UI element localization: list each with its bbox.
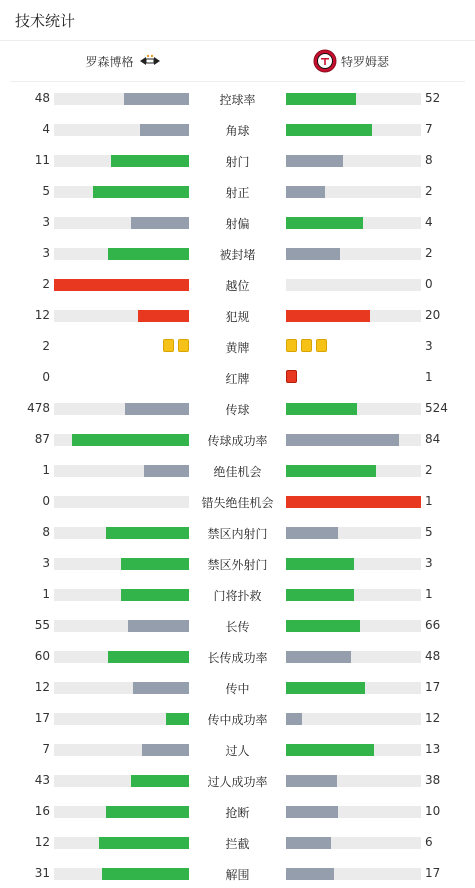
stat-row xyxy=(0,610,475,641)
home-bar-track xyxy=(54,124,189,136)
home-bar-track xyxy=(54,155,189,167)
away-bar-track xyxy=(286,124,421,136)
away-value: 5 xyxy=(425,525,433,539)
red-card-icon xyxy=(286,370,297,383)
stat-row xyxy=(0,486,475,517)
stat-label: 门将扑救 xyxy=(213,589,262,603)
stat-row xyxy=(0,455,475,486)
stat-label: 射正 xyxy=(225,186,250,200)
home-bar-fill xyxy=(111,155,189,167)
home-value: 1 xyxy=(42,587,50,601)
home-value: 17 xyxy=(34,711,50,725)
home-value: 31 xyxy=(34,866,50,880)
away-value: 1 xyxy=(425,587,433,601)
away-bar-fill xyxy=(286,434,399,446)
home-value: 3 xyxy=(42,556,50,570)
stat-row xyxy=(0,517,475,548)
away-bar-track xyxy=(286,651,421,663)
home-bar-fill xyxy=(138,310,189,322)
away-bar-fill xyxy=(286,620,360,632)
away-value: 13 xyxy=(425,742,441,756)
away-bar-track xyxy=(286,248,421,260)
stat-label: 越位 xyxy=(225,279,250,293)
away-value: 6 xyxy=(425,835,433,849)
stat-label: 传球成功率 xyxy=(207,434,268,448)
away-bar-fill xyxy=(286,217,363,229)
page-title: 技术统计 xyxy=(15,11,76,30)
home-value: 2 xyxy=(42,339,50,353)
away-bar-track xyxy=(286,465,421,477)
away-bar-track xyxy=(286,713,421,725)
stat-row xyxy=(0,269,475,300)
home-value: 12 xyxy=(34,835,50,849)
home-bar-track xyxy=(54,279,189,291)
home-value: 43 xyxy=(34,773,50,787)
home-bar-fill xyxy=(121,589,189,601)
yellow-card-icon xyxy=(178,339,189,352)
stat-label: 过人成功率 xyxy=(207,775,268,789)
home-bar-fill xyxy=(131,217,189,229)
away-bar-fill xyxy=(286,806,338,818)
home-team-logo-icon xyxy=(138,53,162,69)
home-yellow-cards xyxy=(163,339,189,352)
stat-label: 犯规 xyxy=(225,310,250,324)
stat-row xyxy=(0,331,475,362)
stat-row xyxy=(0,734,475,765)
away-bar-fill xyxy=(286,713,302,725)
stat-row xyxy=(0,827,475,858)
home-bar-track xyxy=(54,744,189,756)
home-bar-track xyxy=(54,217,189,229)
away-bar-fill xyxy=(286,682,365,694)
away-bar-fill xyxy=(286,248,340,260)
stat-label: 黄牌 xyxy=(225,341,250,355)
home-bar-track xyxy=(54,93,189,105)
away-bar-fill xyxy=(286,496,421,508)
away-bar-track xyxy=(286,434,421,446)
away-bar-track xyxy=(286,93,421,105)
home-bar-track xyxy=(54,310,189,322)
stat-row xyxy=(0,207,475,238)
away-value: 17 xyxy=(425,680,441,694)
away-bar-track xyxy=(286,806,421,818)
away-bar-fill xyxy=(286,868,334,880)
away-value: 2 xyxy=(425,184,433,198)
home-value: 60 xyxy=(34,649,50,663)
stat-label: 禁区内射门 xyxy=(207,527,268,541)
away-bar-fill xyxy=(286,527,338,539)
home-bar-fill xyxy=(93,186,189,198)
stat-row xyxy=(0,579,475,610)
away-bar-track xyxy=(286,620,421,632)
home-bar-fill xyxy=(102,868,189,880)
home-value: 2 xyxy=(42,277,50,291)
home-bar-track xyxy=(54,775,189,787)
away-bar-fill xyxy=(286,558,354,570)
away-bar-track xyxy=(286,496,421,508)
stat-row xyxy=(0,114,475,145)
home-bar-track xyxy=(54,434,189,446)
away-value: 3 xyxy=(425,339,433,353)
home-value: 478 xyxy=(27,401,50,415)
home-bar-track xyxy=(54,589,189,601)
home-bar-track xyxy=(54,186,189,198)
home-value: 3 xyxy=(42,246,50,260)
stat-label: 角球 xyxy=(225,124,250,138)
stat-row xyxy=(0,424,475,455)
away-bar-fill xyxy=(286,186,325,198)
home-bar-fill xyxy=(131,775,189,787)
yellow-card-icon xyxy=(286,339,297,352)
away-value: 66 xyxy=(425,618,441,632)
away-bar-fill xyxy=(286,744,374,756)
home-bar-track xyxy=(54,620,189,632)
home-value: 55 xyxy=(34,618,50,632)
home-bar-fill xyxy=(121,558,189,570)
away-team-logo-icon xyxy=(313,49,337,73)
away-team[interactable] xyxy=(237,49,465,73)
yellow-card-icon xyxy=(301,339,312,352)
away-bar-track xyxy=(286,837,421,849)
home-bar-track xyxy=(54,558,189,570)
stat-label: 长传成功率 xyxy=(207,651,268,665)
home-value: 16 xyxy=(34,804,50,818)
home-bar-track xyxy=(54,527,189,539)
home-bar-track xyxy=(54,868,189,880)
away-bar-track xyxy=(286,403,421,415)
away-bar-fill xyxy=(286,589,354,601)
home-value: 11 xyxy=(34,153,50,167)
home-bar-fill xyxy=(144,465,189,477)
stat-label: 射偏 xyxy=(225,217,250,231)
home-value: 12 xyxy=(34,680,50,694)
home-value: 1 xyxy=(42,463,50,477)
home-value: 3 xyxy=(42,215,50,229)
stat-label: 长传 xyxy=(225,620,250,634)
yellow-card-icon xyxy=(163,339,174,352)
home-value: 0 xyxy=(42,494,50,508)
home-value: 0 xyxy=(42,370,50,384)
home-value: 8 xyxy=(42,525,50,539)
away-bar-track xyxy=(286,527,421,539)
away-value: 8 xyxy=(425,153,433,167)
away-value: 48 xyxy=(425,649,441,663)
stat-label: 传中成功率 xyxy=(207,713,268,727)
away-value: 10 xyxy=(425,804,441,818)
home-bar-fill xyxy=(108,248,189,260)
home-bar-track xyxy=(54,465,189,477)
away-bar-fill xyxy=(286,651,351,663)
home-bar-track xyxy=(54,837,189,849)
stat-label: 传中 xyxy=(225,682,250,696)
home-value: 87 xyxy=(34,432,50,446)
stat-label: 射门 xyxy=(225,155,250,169)
home-team-name: 罗森博格 xyxy=(85,54,134,69)
stat-label: 抢断 xyxy=(225,806,250,820)
away-bar-track xyxy=(286,217,421,229)
home-bar-track xyxy=(54,713,189,725)
home-bar-fill xyxy=(133,682,189,694)
away-bar-fill xyxy=(286,403,357,415)
stat-label: 控球率 xyxy=(219,93,256,107)
away-value: 2 xyxy=(425,463,433,477)
home-value: 7 xyxy=(42,742,50,756)
home-bar-fill xyxy=(125,403,189,415)
stat-label: 解围 xyxy=(225,868,250,882)
away-value: 12 xyxy=(425,711,441,725)
away-value: 3 xyxy=(425,556,433,570)
away-red-cards xyxy=(286,370,297,383)
home-bar-track xyxy=(54,403,189,415)
away-value: 52 xyxy=(425,91,441,105)
away-value: 0 xyxy=(425,277,433,291)
away-bar-track xyxy=(286,868,421,880)
home-bar-fill xyxy=(106,527,189,539)
home-bar-fill xyxy=(72,434,189,446)
stat-row xyxy=(0,238,475,269)
away-bar-track xyxy=(286,310,421,322)
home-bar-track xyxy=(54,248,189,260)
away-value: 2 xyxy=(425,246,433,260)
stat-row xyxy=(0,176,475,207)
away-bar-fill xyxy=(286,155,343,167)
home-bar-fill xyxy=(106,806,189,818)
stat-label: 绝佳机会 xyxy=(213,465,262,479)
away-bar-fill xyxy=(286,310,370,322)
away-bar-fill xyxy=(286,124,372,136)
stat-row xyxy=(0,83,475,114)
stat-label: 红牌 xyxy=(225,372,250,386)
away-bar-track xyxy=(286,775,421,787)
home-bar-fill xyxy=(99,837,189,849)
stat-row xyxy=(0,300,475,331)
home-team[interactable] xyxy=(10,53,237,70)
away-bar-track xyxy=(286,558,421,570)
stat-label: 错失绝佳机会 xyxy=(201,496,274,510)
stat-label: 拦截 xyxy=(225,837,250,851)
home-bar-fill xyxy=(124,93,189,105)
stat-row xyxy=(0,145,475,176)
stat-label: 过人 xyxy=(225,744,250,758)
header xyxy=(0,0,475,41)
home-value: 4 xyxy=(42,122,50,136)
home-bar-fill xyxy=(54,279,189,291)
away-bar-track xyxy=(286,279,421,291)
away-bar-fill xyxy=(286,775,337,787)
away-value: 1 xyxy=(425,494,433,508)
away-bar-track xyxy=(286,744,421,756)
yellow-card-icon xyxy=(316,339,327,352)
stat-label: 传球 xyxy=(225,403,250,417)
away-bar-fill xyxy=(286,465,376,477)
away-value: 524 xyxy=(425,401,448,415)
away-yellow-cards xyxy=(286,339,327,352)
home-bar-track xyxy=(54,806,189,818)
away-value: 84 xyxy=(425,432,441,446)
away-bar-track xyxy=(286,589,421,601)
away-value: 7 xyxy=(425,122,433,136)
stat-row xyxy=(0,765,475,796)
home-bar-fill xyxy=(140,124,189,136)
away-value: 17 xyxy=(425,866,441,880)
away-bar-fill xyxy=(286,93,356,105)
stat-row xyxy=(0,703,475,734)
home-bar-fill xyxy=(142,744,189,756)
stat-row xyxy=(0,393,475,424)
stat-row xyxy=(0,362,475,393)
stat-row xyxy=(0,796,475,827)
away-value: 1 xyxy=(425,370,433,384)
stat-label: 被封堵 xyxy=(219,248,256,262)
home-value: 12 xyxy=(34,308,50,322)
stat-row xyxy=(0,548,475,579)
home-bar-track xyxy=(54,682,189,694)
stat-label: 禁区外射门 xyxy=(207,558,268,572)
home-bar-track xyxy=(54,496,189,508)
home-bar-fill xyxy=(108,651,189,663)
stat-row xyxy=(0,672,475,703)
away-team-name: 特罗姆瑟 xyxy=(340,54,389,69)
home-value: 5 xyxy=(42,184,50,198)
teams-header xyxy=(10,41,465,82)
home-bar-fill xyxy=(166,713,189,725)
away-bar-fill xyxy=(286,837,331,849)
home-bar-track xyxy=(54,651,189,663)
away-value: 4 xyxy=(425,215,433,229)
away-value: 20 xyxy=(425,308,441,322)
away-bar-track xyxy=(286,186,421,198)
stat-row xyxy=(0,641,475,672)
home-bar-fill xyxy=(128,620,189,632)
home-value: 48 xyxy=(34,91,50,105)
away-bar-track xyxy=(286,682,421,694)
stat-row xyxy=(0,858,475,888)
away-value: 38 xyxy=(425,773,441,787)
away-bar-track xyxy=(286,155,421,167)
